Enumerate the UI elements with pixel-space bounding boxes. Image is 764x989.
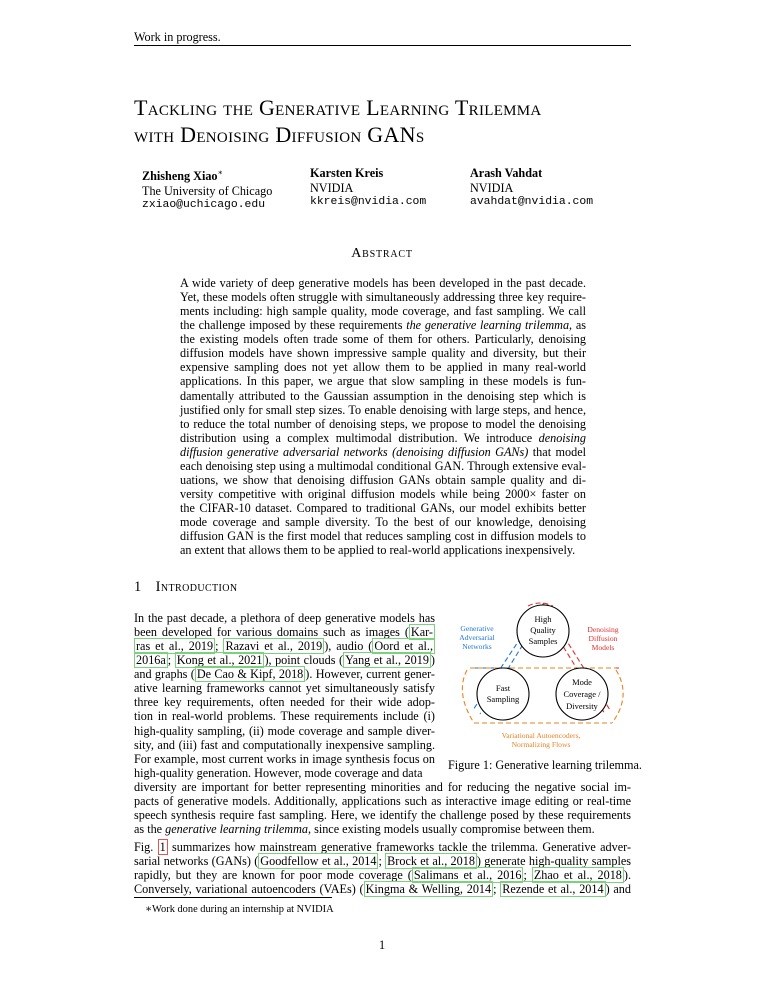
title-line-1: Tackling the Generative Learning Trilemma: [134, 95, 542, 120]
citation-link[interactable]: De Cao & Kipf, 2018: [196, 667, 304, 682]
vae-boundary: [612, 670, 623, 723]
author-affiliation: The University of Chicago: [142, 183, 273, 198]
abstract-line: ments including: high sample quality, mode coverage, and fast sampling. We call: [180, 304, 586, 319]
body-line: sarial networks (GANs) ( Goodfellow et al., 2014 ; Brock et al., 2018 ) generate high-quality samples: [134, 854, 631, 869]
node-label: Sampling: [486, 694, 520, 704]
abstract-line: A wide variety of deep generative models has been developed in the past decade.: [180, 276, 586, 290]
body-line: speech synthesis require fast sampling. Here, we identify the challenge posed by these requirements: [134, 808, 631, 823]
title-line-2: with Denoising Diffusion GANs: [134, 122, 425, 147]
gan-label: Adversarial: [459, 633, 495, 642]
abstract-line: distribution using a complex multimodal distribution. We introduce denoising: [180, 430, 586, 445]
citation-link[interactable]: Razavi et al., 2019: [225, 639, 323, 654]
abstract-line: each denoising step using a multimodal conditional GAN. Through extensive eval-: [180, 458, 586, 473]
page-number: 1: [378, 938, 386, 952]
node-label: Samples: [528, 636, 558, 646]
diffusion-label: Models: [591, 643, 615, 652]
citation-link[interactable]: ras et al., 2019: [136, 639, 214, 654]
author-block-2: [310, 166, 426, 210]
citation-link[interactable]: Goodfellow et al., 2014: [260, 854, 377, 869]
author-mark: ∗: [217, 168, 223, 177]
body-line: diversity are important for better representing minorities and for reducing the negative social im-: [134, 780, 631, 794]
section-heading: [134, 579, 238, 596]
abstract-line: expensive sampling does not yet allow them to be applied in many real-world: [180, 360, 586, 375]
intro-line: tion in real-world problems. These requirements include (i): [134, 709, 435, 724]
abstract-line: an extent that allows them to be applied to real-world applications inexpensively.: [180, 543, 576, 558]
abstract-line: diffusion generative adversarial networks (denoising diffusion GANs) that model: [180, 444, 586, 459]
abstract-line: the existing models often trade some of them for others. Particularly, denoising: [180, 332, 586, 347]
citation-link[interactable]: Kong et al., 2021: [176, 653, 263, 668]
abstract-line: uations, we show that denoising diffusion GANs obtain sample quality and di-: [180, 472, 586, 487]
body-line: as the generative learning trilemma, since existing models usually compromise between them.: [134, 822, 595, 837]
section-title: Introduction: [155, 579, 238, 595]
paragraph-2: [134, 840, 631, 896]
abstract-line: applications. In this paper, we argue that slow sampling in these models is fun-: [180, 374, 586, 389]
citation-link[interactable]: Salimans et al., 2016: [413, 868, 522, 883]
node-label: High: [534, 614, 552, 624]
abstract-line: diffusion models have shown impressive sample quality and diversity, but their: [180, 346, 586, 361]
author-block-1: [142, 166, 272, 213]
intro-line: high-quality sampling, (ii) mode coverage and sample diver-: [134, 723, 435, 738]
abstract-text: [180, 276, 586, 557]
citation-link[interactable]: Yang et al., 2019: [345, 653, 429, 668]
citation-link[interactable]: Kingma & Welling, 2014: [365, 882, 492, 897]
author-name: Karsten Kreis: [310, 166, 384, 180]
intro-line: ras et al., 2019 ; Razavi et al., 2019 ), audio ( Oord et al.,: [136, 639, 433, 654]
figure-caption: Figure 1: Generative learning trilemma.: [448, 758, 642, 772]
intro-column: [134, 611, 435, 780]
vae-label: Variational Autoencoders,: [501, 731, 581, 740]
diffusion-label: Denoising: [587, 625, 619, 634]
intro-line: sity, and (iii) fast and computationally inexpensive sampling.: [134, 737, 435, 752]
abstract-line: Yet, these models often struggle with simultaneously addressing three key require-: [180, 290, 586, 305]
node-label: Mode: [572, 677, 592, 687]
footnote: ∗Work done during an internship at NVIDIA: [145, 904, 334, 915]
abstract-line: mode coverage and sample diversity. To the best of our knowledge, denoising: [180, 515, 586, 530]
figure-ref-link[interactable]: 1: [159, 840, 166, 854]
running-header: Work in progress.: [134, 30, 221, 44]
author-affiliation: NVIDIA: [310, 180, 354, 195]
header-rule: [134, 45, 631, 46]
abstract-line: versity competitive with original diffusion models while being 2000× faster on: [180, 486, 586, 501]
citation-link[interactable]: Rezende et al., 2014: [502, 882, 604, 897]
citation-link[interactable]: 2016a: [136, 653, 166, 668]
citation-link[interactable]: Zhao et al., 2018: [533, 868, 622, 883]
node-label: Quality: [530, 625, 556, 635]
intro-line: been developed for various domains such as images ( Kar-: [134, 625, 433, 640]
body-line: rapidly, but they are known for poor mode coverage ( Salimans et al., 2016 ; Zhao et al., 2018 ).: [134, 868, 631, 883]
abstract-line: justified only for small step sizes. To enable denoising with large steps, and hence,: [180, 402, 586, 417]
intro-fullwidth: [134, 780, 631, 836]
author-email: zxiao@uchicago.edu: [142, 199, 266, 212]
node-label: Coverage /: [563, 689, 601, 699]
footnote-rule: [134, 897, 332, 898]
intro-line: For example, most current works in image synthesis focus on: [134, 751, 435, 766]
body-line: Fig. 1 summarizes how mainstream generative frameworks tackle the trilemma. Generative adver-: [134, 840, 632, 854]
vae-label: Normalizing Flows: [511, 740, 571, 749]
intro-line: high-quality generation. However, mode coverage and data: [134, 765, 423, 780]
citation-link[interactable]: Oord et al.,: [374, 639, 433, 654]
abstract-heading: Abstract: [351, 246, 413, 261]
citation-link[interactable]: Brock et al., 2018: [387, 854, 475, 869]
abstract-line: diffusion GAN is the first model that reduces sampling cost in diffusion models to: [180, 529, 586, 544]
abstract-line: the CIFAR-10 dataset. Compared to traditional GANs, our model exhibits better: [180, 501, 586, 515]
vae-boundary: [462, 670, 474, 723]
intro-line: In the past decade, a plethora of deep generative models has: [134, 611, 435, 625]
author-email: kkreis@nvidia.com: [310, 196, 427, 208]
node-label: Fast: [495, 683, 511, 693]
author-block-3: [470, 166, 593, 210]
author-name: Arash Vahdat: [470, 166, 543, 180]
author-affiliation: NVIDIA: [470, 180, 514, 195]
abstract-line: the challenge imposed by these requirements the generative learning trilemma, as: [180, 318, 586, 333]
intro-line: 2016a ; Kong et al., 2021 ), point clouds ( Yang et al., 2019 ): [136, 653, 435, 668]
node-label: Diversity: [566, 701, 598, 711]
abstract-line: to reduce the total number of denoising steps, we propose to model the denoising: [180, 416, 586, 431]
author-email: avahdat@nvidia.com: [470, 196, 594, 208]
body-line: Conversely, variational autoencoders (VAEs) ( Kingma & Welling, 2014 ; Rezende et al., 2014 ) and: [134, 882, 631, 897]
gan-label: Networks: [462, 642, 492, 651]
author-name: Zhisheng Xiao: [142, 169, 218, 184]
intro-line: and graphs ( De Cao & Kipf, 2018 ). However, current gener-: [134, 667, 435, 682]
intro-line: three key requirements, often needed for their wide adop-: [134, 695, 435, 710]
abstract-line: damentally attributed to the Gaussian assumption in the denoising step which is: [180, 388, 586, 403]
body-line: pacts of generative models. Additionally, applications such as interactive image editing or real-time: [134, 794, 631, 809]
intro-line: ative learning frameworks cannot yet simultaneously satisfy: [134, 681, 435, 696]
gan-label: Generative: [460, 624, 494, 633]
section-number: 1: [134, 579, 142, 595]
paper-title: [134, 94, 654, 148]
trilemma-figure: [440, 598, 640, 754]
citation-link[interactable]: Kar-: [410, 625, 433, 640]
diffusion-label: Diffusion: [588, 634, 618, 643]
